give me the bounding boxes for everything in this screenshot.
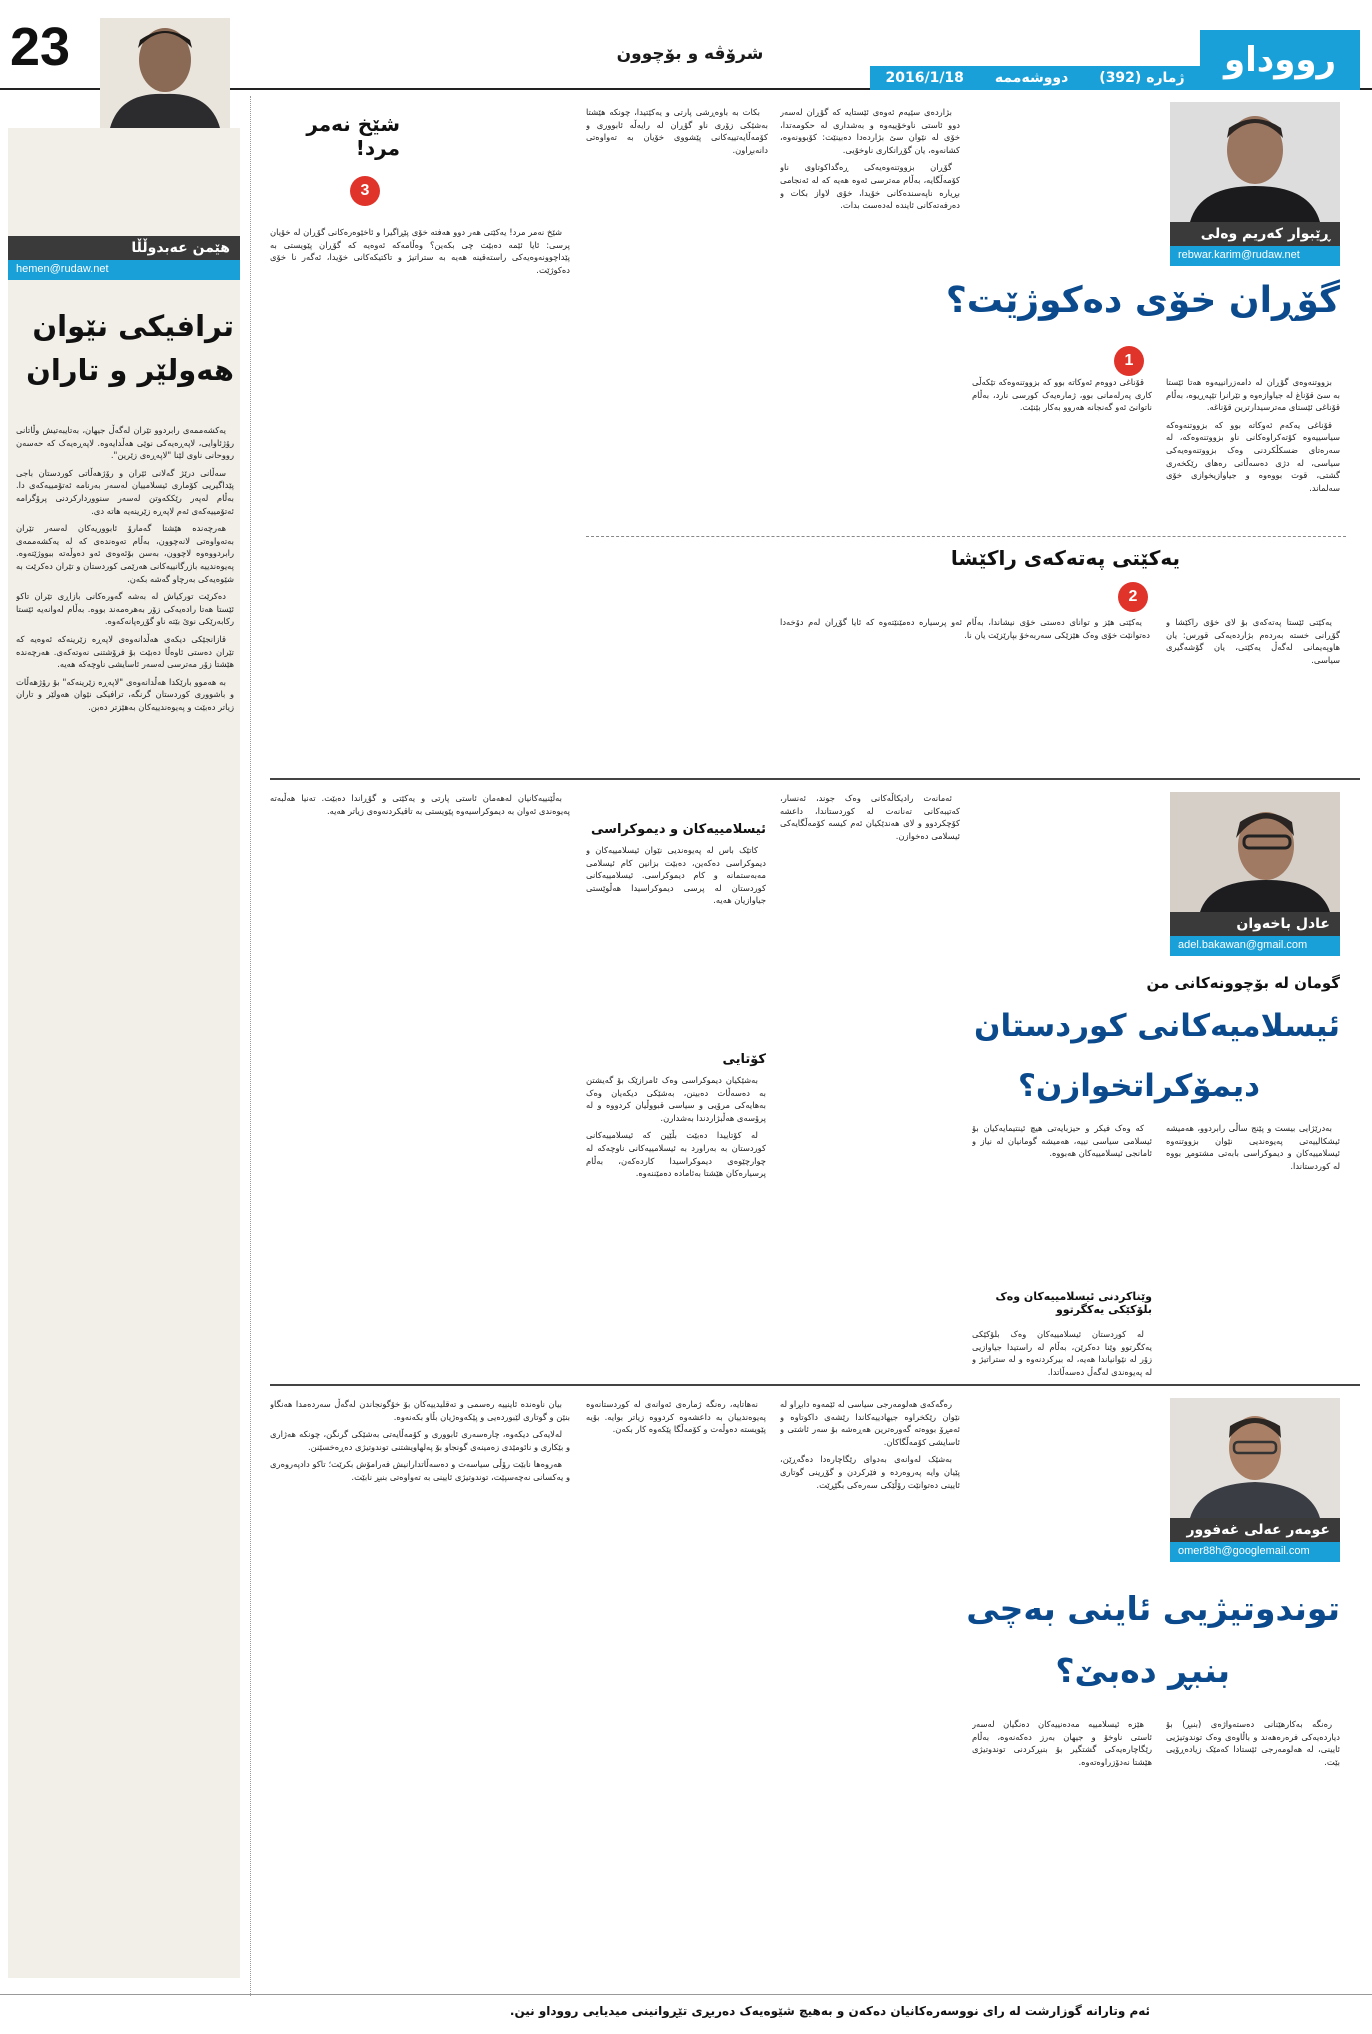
paragraph: بە هەموو بارێکدا هەڵدانەوەی "لاپەڕە زێرینەکە" بۆ رۆژهەڵات و باشووری کوردستان گرنگە، ترافیکی نێوان هەولێر و تاران زیاتر دەبێت و پەیوەندییەکان بەهێزتر دەبن. — [16, 676, 234, 712]
paragraph: گۆڕان بزووتنەوەیەکی ڕەگداکوتاوی ناو کۆمەڵگایە، بەڵام مەترسی ئەوە هەیە کە لە ئەنجامی بڕیارە ناپەسندەکانی خۆیدا، خۆی لاواز بکات و دەرفەتەکانی ئایندە لەدەست بدات. — [780, 162, 960, 211]
headline-line1: توندوتیژیی ئاینی بەچی — [966, 1589, 1340, 1628]
article-column — [780, 1398, 960, 1968]
paragraph: لەلایەکی دیکەوە، چارەسەری ئابووری و کۆمەڵایەتی بەشێکی گرنگن، چونکە هەژاری و بێکاری و نائومێدی زەمینەی گونجاو بۆ پەلهاویشتنی توندوتیژی دەڕەخسێنن. — [270, 1429, 570, 1452]
footer-disclaimer: ئەم وتارانە گوزارشت لە رای نووسەرەکانیان دەکەن و بەهیچ شێوەیەک دەربڕی تێڕوانینی میدیایی رووداو نین. — [509, 2004, 1151, 2018]
issue-date: 2016/1/18 — [885, 70, 964, 86]
paragraph: ئەمانەت رادیکاڵەکانی وەک جوند، ئەنسار، کەتیبەکانی تەنانەت لە کوردستاندا، داعشە کۆچکردوو و لای هەندێکیان ئەم کیسە کۆمەڵگایەکی ئیسلامی دەخوازن. — [780, 793, 960, 841]
author-bar: ڕێبوار کەریم وەلی — [1170, 222, 1340, 246]
section-subhead-2: یەکێتی پەتەکەی راکێشا — [950, 546, 1180, 570]
author-email: omer88h@googlemail.com — [1170, 1542, 1340, 1562]
paragraph: کە وەک فیکر و حیزبایەتی هیچ ئینتیمایەکیان بۆ ئیسلامی سیاسی نییە، هەمیشە گومانیان لە نیاز و ئامانجی ئیسلامییەکان هەبووە. — [972, 1123, 1152, 1159]
paragraph: هێزە ئیسلامییە مەدەنییەکان دەنگیان لەسەر ئاستی ناوخۆ و جیهان بەرز دەکەنەوە، بەڵام رێگاچارەیەکی گشتگیر بۆ بنبڕکردنی توندوتیژی هێشتا نەدۆزراوەتەوە. — [972, 1719, 1152, 1767]
paragraph: یەکشەممەی رابردوو تێران لەگەڵ جیهان، بەتایبەتیش وڵاتانی رۆژئاوایی، لاپەڕەیەکی نوێی هەڵدایەوە. لاپەڕەیەک کە حەسەن رووحانی ناوی لێنا "لاپەڕەی زێرین". — [16, 425, 234, 461]
author-bar: عادل باخەوان — [1170, 912, 1340, 936]
article-gorran — [260, 96, 1364, 776]
article-column — [780, 616, 1150, 766]
author-email: adel.bakawan@gmail.com — [1170, 936, 1340, 956]
portrait-hemen — [100, 18, 230, 128]
article-column — [586, 106, 768, 496]
article-column — [270, 792, 570, 1372]
article-column — [972, 1122, 1152, 1282]
paragraph: بزووتنەوەی گۆڕان لە دامەزرانییەوە هەتا ئێستا بە سێ قۆناغ لە جیاوازەوە و تێرانرا تێپەڕیوە، بەڵام قۆناغی ئێستای مەترسیدارترین قۆناغە. — [1166, 377, 1340, 413]
paragraph: شێخ نەمر مرد! یەکێتی هەر دوو هەفتە خۆی پێڕاگیرا و ئاخێوەرەکانی گۆڕان لە خۆیان پرسی: ئایا ئێمە دەبێت چی بکەین؟ وەڵامەکە ئەوەیە کە گۆڕان پێویستی بە پێداچوونەوەیەکی راستەقینە هەیە بە ستراتیژ و تاکتیکەکانی خۆیدا، ئەگەر نا خۆی دەکوژێت. — [270, 227, 570, 275]
column-sidebar — [8, 128, 240, 1978]
paragraph: لە کوردستان ئیسلامییەکان وەک بلۆکێکی یەکگرتوو وێنا دەکرێن، بەڵام لە راستیدا جیاوازیی زۆر لە نێوانیاندا هەیە، لە بیرکردنەوە و لە ستراتیژ و لە پەیوەندی لەگەڵ دەسەڵاتدا. — [972, 1329, 1152, 1377]
divider — [270, 778, 1360, 780]
paragraph: کاتێک باس لە پەیوەندیی نێوان ئیسلامییەکان و دیموکراسی دەکەین، دەبێت بزانین کام ئیسلامی مەبەستمانە و کام دیموکراسی. ئیسلامییەکانی کوردستان لە پرسی دیموکراسیدا هەڵوێستی جیاوازیان هەیە. — [586, 845, 766, 906]
divider — [270, 1384, 1360, 1386]
paragraph: بەشێک لەوانەی بەدوای رێگاچارەدا دەگەڕێن، پێیان وایە پەروەردە و فێرکردن و گۆڕینی گوتاری ئایینی دەتوانێت رۆڵێکی سەرەکی بگێڕێت. — [780, 1454, 960, 1490]
paragraph: قازانجێکی دیکەی هەڵدانەوەی لاپەڕە زێرینەکە ئەوەیە کە تێران دەستی ئاوەڵا دەبێت بۆ فرۆشتنی نەوتەکەی. هەرچەندە هێشتا زۆر مەترسی لەسەر ئاسایشی ناوچەکە هەیە. — [16, 633, 234, 670]
headline-line2: بنبڕ دەبێ؟ — [1055, 1651, 1230, 1690]
paragraph: یەکێتی هێز و توانای دەستی خۆی نیشاندا، بەڵام ئەو پرسیارە دەمێنێتەوە کە ئایا گۆڕان لەم دۆخەدا دەتوانێت خۆی وەک هێزێکی سەربەخۆ بپارێزێت یان نا. — [780, 617, 1150, 640]
paragraph: بەڵێنییەکانیان لەهەمان ئاستی پارتی و یەکێتی و گۆڕاندا دەبێت. تەنیا هەڵبەتە پەیوەندی ئەوان بە دیموکراسیەوە پێویستی بە تاقیکردنەوەی زیاتر هەیە. — [270, 793, 570, 816]
portrait-omer — [1170, 1398, 1340, 1518]
article-religious-violence — [260, 1388, 1364, 1988]
column-rule — [250, 96, 251, 1996]
section-badge-2: 2 — [1118, 582, 1148, 612]
paragraph: هەروەها نابێت رۆڵی سیاسەت و دەسەڵاتدارانیش فەرامۆش بکرێت؛ تاکو دادپەروەری و یەکسانی نەچەسپێت، توندوتیژی ئایینی بە تەواوەتی بنبڕ نابێت. — [270, 1459, 570, 1482]
article-column — [780, 792, 960, 1372]
paragraph: لە کۆتاییدا دەبێت بڵێین کە ئیسلامییەکانی کوردستان بە بەراورد بە ئیسلامییەکانی ناوچەکە لە چوارچێوەی دیموکراسیدا کاردەکەن، بەڵام پرسیارەکان هێشتا بەئاماده دەمێننەوە. — [586, 1130, 766, 1179]
portrait-adel — [1170, 792, 1340, 912]
issue-weekday: دووشەممە — [994, 70, 1069, 86]
paragraph: رەنگە بەکارهێنانی دەستەواژەی (بنبڕ) بۆ دیاردەیەکی فرەرەهەند و باڵاوەی وەک توندوتیژیی ئایینی، لە هەلومەرجی ئێستادا کەمێک زیادەڕۆیی بێت. — [1166, 1719, 1340, 1767]
paragraph: قۆناغی یەکەم ئەوکاتە بوو کە بزووتنەوەکە سیاسییەوە کۆتەکراوەکانی ناو بزووتنەوەکە، لە سەرەتای ضسکڵکردنی وەک بزووتنەوەیەکی سیاسی، لە دژی دەسەڵاتی رەهای رێکخەری گشتی، قوت بووەوە و جیاوازیخوازی خۆی سەلماند. — [1166, 419, 1340, 493]
paragraph: رەگەکەی هەلومەرجی سیاسی لە ئێمەوە دابڕاو لە نێوان رێکخراوە جیهادییەکاندا رێشەی داکوتاوە و ئەمڕۆ بووەتە گەورەترین هەڕەشە بۆ سەر ئاشتی و ئاسایشی کۆمەڵگاکان. — [780, 1399, 960, 1447]
section-subhead: وێناکردنی ئیسلامییەکان وەک بلۆکێکی یەکگرتوو — [995, 1290, 1152, 1316]
headline-line2: دیمۆکراتخوازن؟ — [1017, 1068, 1260, 1104]
author-bar: هێمن عەبدوڵڵا — [8, 236, 240, 260]
paragraph: نەهاتایە، رەنگە ژمارەی ئەوانەی لە کوردستانەوە پەیوەندییان بە داعشەوە کردووە زیاتر بوایە. بۆیە پێویستە دەوڵەت و کۆمەڵگا پێکەوە کار بکەن. — [586, 1399, 766, 1435]
headline-line1: ترافیکی نێوان — [32, 309, 234, 343]
article-body — [16, 424, 234, 1964]
section-title: شرۆڤە و بۆچوون — [616, 44, 764, 64]
paragraph: قۆناغی دووەم ئەوکاتە بوو کە بزووتنەوەکە تێکەڵی کاری پەرلەمانی بوو، ژمارەیەک کورسی نارد، بەڵام ناتوانێ ئەو گەنجانە هەروو بەکار بێنێت. — [972, 377, 1152, 413]
page-header — [0, 0, 1372, 96]
article-islamists — [260, 782, 1364, 1382]
paragraph: بەدرێژایی بیست و پێنج ساڵی رابردوو، هەمیشە ئیشکالییەتی پەیوەندیی نێوان بزووتنەوە ئیسلامییەکان و دیموکراسی بابەتی مشتومڕ بووە لە کوردستاندا. — [1166, 1123, 1340, 1171]
article-column — [1166, 1718, 1340, 1968]
section-badge-3: 3 — [350, 176, 380, 206]
author-email: hemen@rudaw.net — [8, 260, 240, 280]
paragraph: بکات بە باوەڕشی پارتی و یەکێتیدا، چونکە هێشتا بەشێکی زۆری ناو گۆڕان لە رایەڵە ئابووری و کۆمەڵایەتییەکانی پێشووی خۆیان بە تەواوەتی دانەبڕاون. — [586, 107, 768, 155]
paragraph: سەڵانی درێژ گەلانی ئێران و رۆژهەڵاتی کوردستان باجی پێداگیریی کۆماری ئیسلامییان لەسەر بەرنامە ئەتۆمییەکەی دا. بەڵام لەپەر رێککەوتن لەسەر سنووردارکردنی پرۆگرامە ئەتۆمییەکەی ئەم لاپەڕە زێرینەیە هاتە دی. — [16, 467, 234, 516]
article-column — [1166, 616, 1340, 766]
section-subhead: کۆتایی — [722, 1052, 766, 1067]
article-column — [972, 1328, 1152, 1378]
paragraph: بیان ناوەندە ئاینییە رەسمی و تەقلیدییەکان بۆ خۆگونجاندن لەگەڵ سەردەمدا هەنگاو بنێن و گوتاری لێبوردەیی و پێکەوەژیان بڵاو بکەنەوە. — [270, 1399, 570, 1422]
article-column — [972, 376, 1152, 496]
section-badge-1: 1 — [1114, 346, 1144, 376]
article-column — [270, 1398, 570, 1968]
portrait-rebwar — [1170, 102, 1340, 222]
author-bar: عومەر عەلی غەفوور — [1170, 1518, 1340, 1542]
divider — [586, 536, 1346, 537]
issue-number: ژمارە (392) — [1099, 70, 1185, 86]
article-column — [586, 844, 766, 1044]
paragraph: هەرچەندە هێشتا گەمارۆ ئابووریەکان لەسەر تێران بەتەواوەتی لانەچوون، بەڵام تەوەندەی کە لە یەکشەممەی رابردووەوە لاچوون، بەسن بۆئەوەی ئەو دەوڵەتە ببووژێتەوە. پەیوەندییە بازرگانییەکانی هەرێمی کوردستان و تێران دەکرێت بە شێوەیەکی بەرچاو گەشە بکەن. — [16, 523, 234, 584]
article-column — [1166, 1122, 1340, 1372]
article-column — [1166, 376, 1340, 496]
article-column — [586, 1398, 766, 1968]
article-column — [780, 106, 960, 496]
paragraph: دەکرێت تورکیاش لە بەشە گەورەکانی بازاڕی تێران تاکو ئێستا هەتا رادەیەکی زۆر بەهرەمەند بووە. بەڵام لەوانەیە ئێستا رکابەرێکی نوێ بێتە ناو گۆڕەپانەکەوە. — [16, 591, 234, 627]
section-subhead: ئیسلامییەکان و دیموکراسی — [591, 822, 766, 837]
issue-bar — [870, 66, 1200, 90]
section-subhead-3: شێخ نەمر مرد! — [306, 112, 400, 160]
rudaw-logo: رووداو — [1200, 30, 1360, 90]
article-kicker: گومان لە بۆچوونەکانی من — [1146, 974, 1340, 992]
author-email: rebwar.karim@rudaw.net — [1170, 246, 1340, 266]
article-column — [270, 226, 570, 766]
article-column — [972, 1718, 1152, 1968]
article-column — [586, 1074, 766, 1374]
paragraph: بژاردەی سێیەم ئەوەی ئێستایە کە گۆڕان لەسەر دوو ئاستی ناوخۆییەوە و بەشداری لە حکومەتدا، خۆی لە نێوان سێ بژاردەدا دەبینێت: کۆبوونەوە، کشانەوە، یان گۆڕانکاری ناوخۆیی. — [780, 107, 960, 155]
footer-rule — [0, 1994, 1372, 1995]
headline-line1: ئیسلامیەکانی کوردستان — [974, 1008, 1340, 1044]
article-headline — [14, 304, 234, 404]
paragraph: یەکێتی ئێستا پەتەکەی بۆ لای خۆی راکێشا و گۆڕانی خستە بەردەم بژاردەیەکی قورس: یان هاوپەیمانی لەگەڵ یەکێتی، یان گۆشەگیری سیاسی. — [1166, 617, 1340, 665]
page-number: 23 — [10, 17, 71, 77]
article-headline: گۆڕان خۆی دەکوژێت؟ — [945, 280, 1340, 321]
paragraph: بەشێکیان دیموکراسی وەک ئامرازێک بۆ گەیشتن بە دەسەڵات دەبینن، بەشێکی دیکەیان وەک بەهایەکی مرۆیی و سیاسی قبووڵیان کردووە و لە پرۆسەی هەڵبژاردندا بەشدارن. — [586, 1075, 766, 1123]
headline-line2: هەولێر و تاران — [26, 353, 234, 387]
